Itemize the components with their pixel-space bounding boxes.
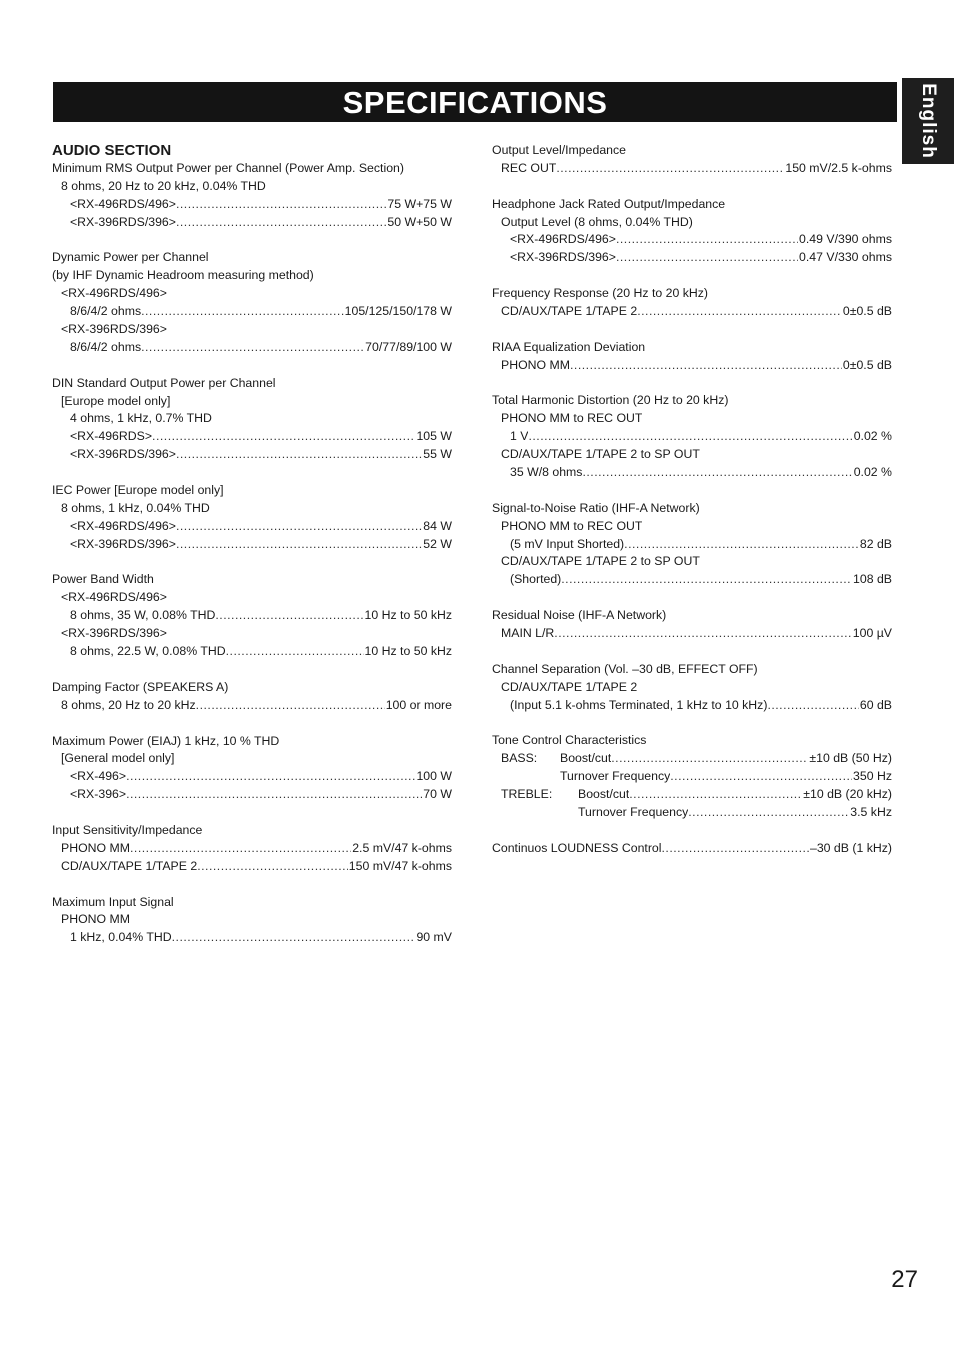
dot-leader <box>556 160 784 178</box>
language-tab <box>902 78 954 164</box>
spec-heading <box>52 571 452 589</box>
spec-row <box>492 786 892 804</box>
spec-value: 60 dB <box>859 697 892 712</box>
left-column <box>52 142 452 947</box>
spec-value: 70/77/89/100 W <box>365 339 452 354</box>
spec-label: <RX-396RDS/396> <box>70 214 176 229</box>
page-number: 27 <box>891 1266 918 1293</box>
spec-label: <RX-396RDS/396> <box>61 322 167 337</box>
spec-heading <box>52 589 452 607</box>
spec-label: Turnover Frequency <box>578 804 689 819</box>
dot-leader <box>582 464 852 482</box>
spec-label: <RX-496RDS/496> <box>70 518 176 533</box>
spec-label: RIAA Equalization Deviation <box>492 339 646 354</box>
spec-heading <box>52 822 452 840</box>
spec-label: <RX-496RDS> <box>70 429 153 444</box>
spec-heading <box>52 160 452 178</box>
spec-row <box>52 697 452 715</box>
spec-row <box>492 464 892 482</box>
dot-leader <box>688 804 849 822</box>
dot-leader <box>126 768 415 786</box>
spec-row <box>52 840 452 858</box>
spec-label: <RX-496RDS/496> <box>61 286 167 301</box>
spec-label: Maximum Input Signal <box>52 894 174 909</box>
spec-label: PHONO MM <box>501 357 570 372</box>
spec-value: ±10 dB (50 Hz) <box>809 751 892 766</box>
spacer <box>52 715 452 733</box>
spec-row <box>492 160 892 178</box>
spec-heading <box>492 339 892 357</box>
spec-label: Boost/cut <box>560 751 612 766</box>
spec-label: MAIN L/R <box>501 626 555 641</box>
spec-row <box>52 643 452 661</box>
spec-label: 8 ohms, 20 Hz to 20 kHz, 0.04% THD <box>61 178 266 193</box>
dot-leader <box>126 786 422 804</box>
spec-heading <box>52 625 452 643</box>
dot-leader <box>629 786 802 804</box>
spec-value: 0±0.5 dB <box>842 357 892 372</box>
spacer <box>52 357 452 375</box>
spec-value: 82 dB <box>859 536 892 551</box>
spec-group-label: BASS: <box>501 751 538 766</box>
spacer <box>492 822 892 840</box>
spec-heading <box>492 214 892 232</box>
dot-leader <box>561 571 852 589</box>
spec-row <box>52 214 452 232</box>
spec-row <box>492 768 892 786</box>
spec-label: Output Level/Impedance <box>492 143 626 157</box>
spec-heading <box>52 285 452 303</box>
spacer <box>52 464 452 482</box>
spec-heading <box>52 750 452 768</box>
spec-value: 0±0.5 dB <box>842 304 892 319</box>
spec-value: 0.02 % <box>853 429 892 444</box>
spec-heading <box>52 733 452 751</box>
spec-value: 0.02 % <box>853 465 892 480</box>
spec-value: 55 W <box>423 447 452 462</box>
dot-leader <box>570 357 842 375</box>
dot-leader <box>172 929 416 947</box>
dot-leader <box>624 536 859 554</box>
spec-value: 0.49 V/390 ohms <box>799 232 892 247</box>
spec-row <box>492 428 892 446</box>
spec-label: 8 ohms, 1 kHz, 0.04% THD <box>61 500 210 515</box>
dot-leader <box>197 858 348 876</box>
dot-leader <box>226 643 364 661</box>
spec-label: Residual Noise (IHF-A Network) <box>492 608 667 623</box>
spec-value: 108 dB <box>853 572 892 587</box>
spec-label: Minimum RMS Output Power per Channel (Power Amp. Section) <box>52 161 404 175</box>
spec-label: Turnover Frequency <box>560 769 671 784</box>
dot-leader <box>176 446 422 464</box>
spec-label: (Input 5.1 k-ohms Terminated, 1 kHz to 10 kHz) <box>510 697 768 712</box>
spec-label: 1 kHz, 0.04% THD <box>70 930 172 945</box>
spec-row <box>52 607 452 625</box>
spec-label: 8 ohms, 20 Hz to 20 kHz <box>61 697 196 712</box>
page-title: SPECIFICATIONS <box>53 82 897 122</box>
spec-label: Input Sensitivity/Impedance <box>52 822 203 837</box>
spec-heading <box>52 894 452 912</box>
spec-label: CD/AUX/TAPE 1/TAPE 2 <box>501 679 638 694</box>
dot-leader <box>611 750 808 768</box>
spec-value: 10 Hz to 50 kHz <box>364 608 452 623</box>
spec-label: PHONO MM to REC OUT <box>501 518 643 533</box>
spec-label: Boost/cut <box>578 787 630 802</box>
spec-row <box>492 249 892 267</box>
spec-heading <box>492 392 892 410</box>
spec-label: 1 V <box>510 429 529 444</box>
spec-label: 8 ohms, 35 W, 0.08% THD <box>70 608 216 623</box>
spec-label: Power Band Width <box>52 572 154 587</box>
spec-value: 100 µV <box>852 626 892 641</box>
spec-label: PHONO MM <box>61 912 130 927</box>
spec-row <box>492 536 892 554</box>
spec-label: Output Level (8 ohms, 0.04% THD) <box>501 214 693 229</box>
spec-label: <RX-496> <box>70 769 127 784</box>
spacer <box>52 661 452 679</box>
dot-leader <box>616 231 798 249</box>
spec-row <box>52 536 452 554</box>
spec-label: Signal-to-Noise Ratio (IHF-A Network) <box>492 500 700 515</box>
spec-heading <box>52 393 452 411</box>
spec-row <box>492 357 892 375</box>
spec-label: 4 ohms, 1 kHz, 0.7% THD <box>70 411 212 426</box>
spec-label: Channel Separation (Vol. –30 dB, EFFECT OFF) <box>492 661 758 676</box>
spec-value: 2.5 mV/47 k-ohms <box>352 840 452 855</box>
spec-label: <RX-396RDS/396> <box>510 250 616 265</box>
dot-leader <box>176 518 422 536</box>
spec-heading <box>52 410 452 428</box>
spacer <box>52 232 452 250</box>
spec-row <box>52 768 452 786</box>
dot-leader <box>767 697 858 715</box>
spec-heading <box>492 142 892 160</box>
spec-value: 75 W+75 W <box>387 196 452 211</box>
spec-heading <box>492 732 892 750</box>
section-heading: AUDIO SECTION <box>52 142 172 159</box>
spec-value: ±10 dB (20 kHz) <box>803 787 892 802</box>
spec-heading <box>492 410 892 428</box>
spec-label: DIN Standard Output Power per Channel <box>52 375 276 390</box>
spec-value: 52 W <box>423 536 452 551</box>
spec-label: IEC Power [Europe model only] <box>52 483 224 498</box>
spec-row <box>492 625 892 643</box>
spec-label: <RX-496RDS/496> <box>70 196 176 211</box>
dot-leader <box>637 303 842 321</box>
spec-value: 100 W <box>416 769 452 784</box>
spec-label: Dynamic Power per Channel <box>52 250 209 265</box>
spec-value: 84 W <box>423 518 452 533</box>
spec-value: 105/125/150/178 W <box>344 304 452 319</box>
spec-value: 50 W+50 W <box>387 214 452 229</box>
spec-heading <box>492 661 892 679</box>
spec-row <box>492 231 892 249</box>
spec-label: (by IHF Dynamic Headroom measuring method) <box>52 268 314 283</box>
spacer <box>492 267 892 285</box>
dot-leader <box>141 303 344 321</box>
spec-label: <RX-396RDS/396> <box>70 536 176 551</box>
spec-label: 35 W/8 ohms <box>510 465 583 480</box>
spacer <box>492 375 892 393</box>
spec-row <box>52 303 452 321</box>
right-spec-list <box>492 142 892 858</box>
spec-value: 150 mV/47 k-ohms <box>348 858 452 873</box>
spec-heading <box>52 178 452 196</box>
spec-label: CD/AUX/TAPE 1/TAPE 2 to SP OUT <box>501 447 700 462</box>
spec-row <box>492 571 892 589</box>
spec-label: CD/AUX/TAPE 1/TAPE 2 to SP OUT <box>501 554 700 569</box>
spec-heading <box>52 249 452 267</box>
spacer <box>492 643 892 661</box>
spec-row <box>492 697 892 715</box>
spec-row <box>492 303 892 321</box>
spec-label: 8 ohms, 22.5 W, 0.08% THD <box>70 644 226 659</box>
spec-value: 70 W <box>423 787 452 802</box>
dot-leader <box>141 339 364 357</box>
spec-row <box>52 339 452 357</box>
spec-heading <box>52 375 452 393</box>
spacer <box>492 589 892 607</box>
spec-label: Damping Factor (SPEAKERS A) <box>52 679 229 694</box>
spec-row <box>492 804 892 822</box>
spec-label: [Europe model only] <box>61 393 171 408</box>
spacer <box>492 321 892 339</box>
spec-label: 8/6/4/2 ohms <box>70 339 142 354</box>
spec-value: 350 Hz <box>853 769 892 784</box>
spec-label: REC OUT <box>501 160 557 175</box>
dot-leader <box>130 840 351 858</box>
dot-leader <box>196 697 385 715</box>
spacer <box>52 876 452 894</box>
spacer <box>52 804 452 822</box>
spec-value: 10 Hz to 50 kHz <box>364 644 452 659</box>
spec-label: CD/AUX/TAPE 1/TAPE 2 <box>501 304 638 319</box>
spec-label: Maximum Power (EIAJ) 1 kHz, 10 % THD <box>52 733 280 748</box>
spec-label: Headphone Jack Rated Output/Impedance <box>492 196 726 211</box>
spec-row <box>52 196 452 214</box>
spec-row <box>492 840 892 858</box>
spec-label: <RX-396RDS/396> <box>61 626 167 641</box>
spec-label: (5 mV Input Shorted) <box>510 536 625 551</box>
dot-leader <box>176 214 386 232</box>
language-tab-label: English <box>918 83 939 159</box>
spec-row <box>52 428 452 446</box>
spec-label: <RX-396> <box>70 787 127 802</box>
spec-label: 8/6/4/2 ohms <box>70 304 142 319</box>
spec-value: –30 dB (1 kHz) <box>809 840 892 855</box>
spacer <box>492 178 892 196</box>
dot-leader <box>176 196 386 214</box>
spec-label: <RX-396RDS/396> <box>70 447 176 462</box>
dot-leader <box>176 536 422 554</box>
spec-heading <box>52 679 452 697</box>
spec-value: 3.5 kHz <box>850 804 892 819</box>
spec-row <box>52 446 452 464</box>
spec-value: 90 mV <box>416 930 452 945</box>
dot-leader <box>152 428 415 446</box>
spec-heading <box>492 518 892 536</box>
dot-leader <box>215 607 363 625</box>
dot-leader <box>670 768 852 786</box>
spec-heading <box>52 500 452 518</box>
spec-row <box>52 929 452 947</box>
right-column <box>492 142 892 858</box>
spec-label: (Shorted) <box>510 572 562 587</box>
spec-row <box>52 518 452 536</box>
spec-label: <RX-496RDS/496> <box>510 232 616 247</box>
spec-heading <box>492 500 892 518</box>
spec-heading <box>52 482 452 500</box>
spec-heading <box>52 911 452 929</box>
spec-label: PHONO MM to REC OUT <box>501 411 643 426</box>
spec-value: 105 W <box>416 429 452 444</box>
spec-heading <box>492 679 892 697</box>
spec-label: <RX-496RDS/496> <box>61 590 167 605</box>
spec-heading <box>492 285 892 303</box>
spec-row <box>492 750 892 768</box>
spec-heading <box>492 446 892 464</box>
spec-label: CD/AUX/TAPE 1/TAPE 2 <box>61 858 198 873</box>
spec-label: Continuos LOUDNESS Control <box>492 840 662 855</box>
spacer <box>492 482 892 500</box>
spec-heading <box>52 321 452 339</box>
dot-leader <box>528 428 852 446</box>
spec-label: Total Harmonic Distortion (20 Hz to 20 kHz) <box>492 393 729 408</box>
spec-heading <box>492 553 892 571</box>
spec-heading <box>52 267 452 285</box>
spacer <box>492 715 892 733</box>
spec-label: [General model only] <box>61 751 175 766</box>
spec-label: Tone Control Characteristics <box>492 733 647 748</box>
left-spec-list <box>52 160 452 947</box>
spec-label: PHONO MM <box>61 840 130 855</box>
spec-value: 0.47 V/330 ohms <box>799 250 892 265</box>
spec-label: Frequency Response (20 Hz to 20 kHz) <box>492 286 708 301</box>
spec-row <box>52 786 452 804</box>
dot-leader <box>616 249 798 267</box>
dot-leader <box>554 625 851 643</box>
spec-value: 100 or more <box>385 697 452 712</box>
spec-heading <box>492 196 892 214</box>
spacer <box>52 554 452 572</box>
spec-row <box>52 858 452 876</box>
spec-heading <box>492 607 892 625</box>
dot-leader <box>662 840 809 858</box>
spec-group-label: TREBLE: <box>501 787 553 802</box>
spec-value: 150 mV/2.5 k-ohms <box>785 160 892 175</box>
